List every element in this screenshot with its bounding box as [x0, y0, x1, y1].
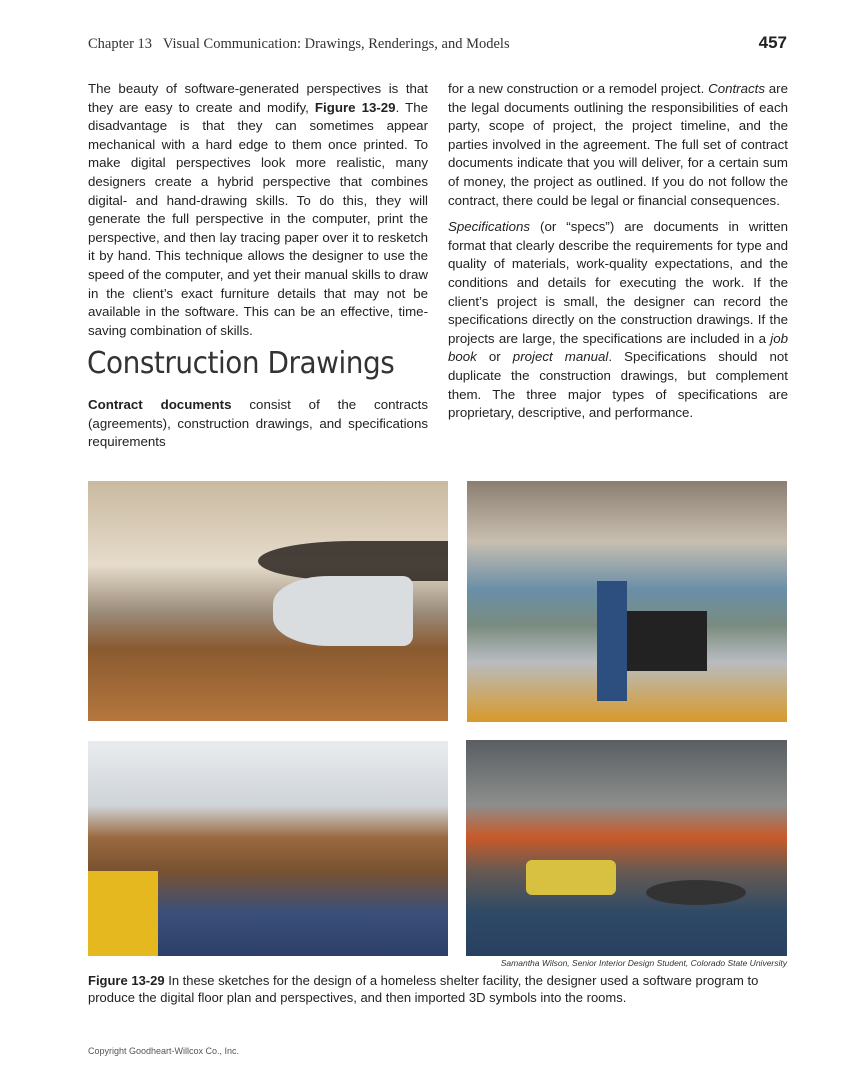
chapter-label: Chapter 13	[88, 36, 153, 52]
page-number: 457	[758, 33, 787, 52]
figure-caption	[88, 972, 768, 1006]
copyright: Copyright Goodheart-Willcox Co., Inc.	[88, 1046, 240, 1056]
text: consist of the contracts (agreements), construction drawings, and specifications requirements	[88, 397, 428, 450]
text: . The disadvantage is that they can sometimes appear mechanical with a hard edge to them once printed. To make digital perspectives look more realistic, many designers create a hybrid perspective that combines digital- and hand-drawing skills. To do this, they will generate the full perspective in the computer, print the perspective, and then lay tracing paper over it to resketch it by hand. This technique allows the designer to use the speed of the computer, and yet their manual skills to draw in the client’s exact furniture details that may not be available in the software. This can be an effective, time-saving combination of skills.	[88, 99, 429, 338]
chapter-title: Visual Communication: Drawings, Renderings, and Models	[162, 36, 510, 52]
text: or	[476, 349, 513, 365]
text: The beauty of software-generated perspectives is that they are easy to create and modify,	[88, 81, 428, 115]
paragraph	[88, 80, 428, 340]
text: . Specifications should not duplicate the construction drawings, but complement them. The three major types of specifications are proprietary, descriptive, and performance.	[448, 349, 788, 421]
text: for a new construction or a remodel project.	[448, 81, 709, 96]
right-column	[448, 80, 788, 431]
term: Contracts	[708, 81, 765, 96]
term: Specifications	[448, 219, 531, 235]
figure-label: Figure 13-29	[88, 973, 165, 988]
image-credit: Samantha Wilson, Senior Interior Design Student, Colorado State University	[500, 958, 787, 968]
text: are the legal documents outlining the responsibilities of each party, scope of project, the project timeline, and the parties involved in the agreement. The full set of contract documents indicate that you will deliver, for a certain sum of money, the project as outlined. If you do not follow the contract, there could be legal or financial consequences.	[448, 81, 788, 208]
rendering-dining	[88, 741, 448, 956]
paragraph	[448, 80, 788, 210]
left-column	[88, 80, 428, 348]
rendering-lounge	[466, 740, 787, 956]
running-header	[88, 36, 510, 53]
figure-ref: Figure 13-29	[314, 99, 396, 115]
caption-text: In these sketches for the design of a homeless shelter facility, the designer used a software program to produce the digital floor plan and perspectives, and then imported 3D symbols into the rooms.	[88, 973, 759, 1005]
rendering-lobby	[88, 481, 448, 721]
term: job book	[448, 330, 788, 365]
text: (or “specs”) are documents in written format that clearly describe the requirements for type and quality of materials, work-quality expectations, and the conditions and details for executing the work. If the client’s project is small, the designer can record the specifications directly on the construction drawings. If the projects are large, the specifications are included in a	[448, 219, 788, 346]
term: project manual	[512, 349, 609, 365]
paragraph	[448, 218, 788, 423]
term: Contract documents	[88, 397, 232, 412]
section-heading: Construction Drawings	[87, 346, 395, 381]
rendering-cafe	[467, 481, 787, 722]
left-column-lower	[88, 396, 428, 460]
paragraph	[88, 396, 428, 452]
